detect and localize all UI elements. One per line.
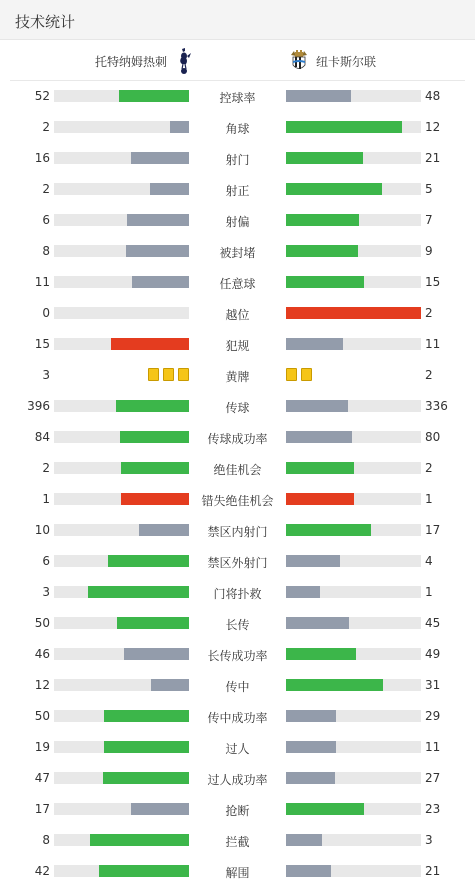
home-stat-bar [54, 834, 189, 846]
home-stat-value: 19 [34, 740, 50, 754]
away-stat-bar-fill [286, 865, 331, 877]
away-stat-bar [286, 834, 421, 846]
away-stat-bar-fill [286, 462, 354, 474]
page-title: 技术统计 [15, 13, 76, 31]
away-stat-bar [286, 152, 421, 164]
away-stat-value: 21 [425, 151, 441, 165]
stat-name: 射偏 [225, 215, 250, 229]
home-stat-bar [54, 152, 189, 164]
home-stat-bar [54, 741, 189, 753]
away-stat-bar-fill [286, 679, 383, 691]
away-stat-bar [286, 307, 421, 319]
home-stat-bar-fill [108, 555, 189, 567]
stat-name: 射门 [225, 153, 250, 167]
home-stat-bar-fill [170, 121, 189, 133]
home-stat-bar-fill [121, 462, 189, 474]
home-stat-bar [54, 245, 189, 257]
home-stat-bar-fill [119, 90, 189, 102]
stat-name: 长传成功率 [207, 649, 268, 663]
home-stat-value: 46 [34, 647, 50, 661]
away-stat-bar [286, 555, 421, 567]
home-stat-value: 8 [42, 833, 50, 847]
home-stat-value: 50 [34, 616, 50, 630]
away-stat-bar-fill [286, 121, 402, 133]
home-stat-bar [54, 648, 189, 660]
away-stat-bar-fill [286, 524, 371, 536]
stat-row [0, 236, 475, 267]
home-stat-value: 6 [42, 213, 50, 227]
stat-row [0, 794, 475, 825]
home-stat-bar-fill [131, 803, 189, 815]
away-stat-value: 7 [425, 213, 433, 227]
home-stat-bar [54, 617, 189, 629]
away-stat-bar-fill [286, 90, 351, 102]
yellow-card-icon [148, 368, 159, 381]
home-stat-bar [54, 462, 189, 474]
home-stat-value: 50 [34, 709, 50, 723]
stat-row [0, 608, 475, 639]
stat-row [0, 143, 475, 174]
home-stat-bar [54, 121, 189, 133]
away-stat-value: 4 [425, 554, 433, 568]
home-stat-value: 84 [34, 430, 50, 444]
stat-row [0, 546, 475, 577]
away-stat-bar-fill [286, 183, 382, 195]
away-stat-bar-fill [286, 772, 335, 784]
away-stat-value: 2 [425, 368, 433, 382]
home-stat-bar-fill [104, 741, 189, 753]
home-stat-value: 396 [27, 399, 50, 413]
stat-name: 被封堵 [219, 246, 256, 260]
stat-name: 任意球 [219, 277, 256, 291]
away-stat-bar [286, 493, 421, 505]
stat-name: 禁区内射门 [207, 525, 268, 539]
title-bar [0, 0, 475, 40]
away-stat-bar [286, 617, 421, 629]
stat-row [0, 329, 475, 360]
away-stat-value: 23 [425, 802, 441, 816]
home-stat-bar-fill [103, 772, 189, 784]
away-stat-value: 21 [425, 864, 441, 878]
yellow-card-icon [178, 368, 189, 381]
stat-row [0, 453, 475, 484]
stat-name: 过人成功率 [207, 773, 268, 787]
home-stat-value: 42 [34, 864, 50, 878]
home-stat-value: 0 [42, 306, 50, 320]
home-stat-bar-fill [88, 586, 189, 598]
stat-row [0, 298, 475, 329]
away-stat-bar [286, 741, 421, 753]
home-stat-value: 8 [42, 244, 50, 258]
away-stat-bar-fill [286, 214, 359, 226]
away-team-name: 纽卡斯尔联 [316, 54, 377, 69]
home-stat-value: 17 [34, 802, 50, 816]
away-stat-bar [286, 648, 421, 660]
stat-row [0, 112, 475, 143]
away-stat-value: 17 [425, 523, 441, 537]
away-stat-bar-fill [286, 648, 356, 660]
home-stat-bar-fill [150, 183, 189, 195]
away-stat-bar-fill [286, 400, 348, 412]
away-stat-value: 45 [425, 616, 441, 630]
away-stat-value: 31 [425, 678, 441, 692]
away-stat-bar-fill [286, 431, 352, 443]
home-yellow-cards [148, 368, 189, 382]
stat-name: 绝佳机会 [213, 463, 262, 477]
home-team[interactable] [95, 41, 195, 81]
home-stat-bar-fill [151, 679, 189, 691]
yellow-card-icon [286, 368, 297, 381]
stat-name: 角球 [225, 122, 250, 136]
home-stat-bar-fill [121, 493, 189, 505]
home-stat-bar [54, 431, 189, 443]
away-stat-value: 27 [425, 771, 441, 785]
stat-name: 拦截 [225, 835, 250, 849]
away-stat-bar [286, 183, 421, 195]
home-team-name: 托特纳姆热刺 [94, 54, 167, 69]
away-stat-bar-fill [286, 741, 336, 753]
home-stat-bar-fill [104, 710, 189, 722]
home-stat-bar [54, 493, 189, 505]
away-stat-value: 3 [425, 833, 433, 847]
away-stat-bar [286, 586, 421, 598]
away-stat-value: 2 [425, 306, 433, 320]
home-stat-bar-fill [131, 152, 189, 164]
home-stat-bar-fill [90, 834, 189, 846]
home-stat-bar-fill [127, 214, 189, 226]
away-stat-bar-fill [286, 834, 322, 846]
stat-name: 犯规 [225, 339, 250, 353]
away-stat-bar-fill [286, 338, 343, 350]
stat-row [0, 205, 475, 236]
away-stat-bar [286, 710, 421, 722]
home-stat-bar [54, 90, 189, 102]
home-stat-bar [54, 338, 189, 350]
home-stat-bar [54, 710, 189, 722]
away-stat-value: 12 [425, 120, 441, 134]
away-stat-value: 29 [425, 709, 441, 723]
stat-row [0, 515, 475, 546]
away-team[interactable] [288, 41, 376, 81]
home-stat-bar-fill [124, 648, 189, 660]
stat-row [0, 825, 475, 856]
home-stat-bar-fill [99, 865, 189, 877]
away-stat-value: 49 [425, 647, 441, 661]
stat-name: 过人 [225, 742, 250, 756]
away-stat-bar [286, 276, 421, 288]
away-stat-bar [286, 679, 421, 691]
home-stat-bar [54, 276, 189, 288]
away-stat-value: 1 [425, 585, 433, 599]
away-stat-value: 9 [425, 244, 433, 258]
stat-name: 抢断 [225, 804, 250, 818]
away-stat-bar-fill [286, 152, 363, 164]
home-stat-bar-fill [116, 400, 189, 412]
home-stat-value: 2 [42, 461, 50, 475]
home-stat-value: 3 [42, 368, 50, 382]
away-stat-bar [286, 245, 421, 257]
home-stat-bar-fill [126, 245, 189, 257]
home-stat-bar-fill [111, 338, 189, 350]
stat-name: 越位 [225, 308, 250, 322]
stat-row [0, 422, 475, 453]
stat-name: 传球成功率 [207, 432, 268, 446]
stat-name: 长传 [225, 618, 250, 632]
away-stat-bar [286, 772, 421, 784]
stat-row [0, 701, 475, 732]
stat-name: 禁区外射门 [207, 556, 268, 570]
away-stat-bar [286, 400, 421, 412]
away-stat-bar-fill [286, 555, 340, 567]
away-stat-value: 2 [425, 461, 433, 475]
away-stat-value: 11 [425, 740, 441, 754]
away-stat-bar-fill [286, 245, 358, 257]
away-yellow-cards [286, 368, 312, 382]
team-header [10, 41, 465, 81]
away-stat-bar-fill [286, 586, 320, 598]
tottenham-cockerel-crest-icon [173, 47, 195, 75]
home-stat-value: 15 [34, 337, 50, 351]
stat-name: 传球 [225, 401, 250, 415]
home-stat-bar-fill [120, 431, 189, 443]
home-stat-bar-fill [117, 617, 189, 629]
away-stat-bar-fill [286, 276, 364, 288]
away-stat-bar [286, 803, 421, 815]
home-stat-bar [54, 307, 189, 319]
away-stat-bar [286, 865, 421, 877]
home-stat-bar [54, 524, 189, 536]
home-stat-bar [54, 865, 189, 877]
home-stat-bar [54, 214, 189, 226]
away-stat-value: 80 [425, 430, 441, 444]
away-stat-value: 15 [425, 275, 441, 289]
stat-name: 控球率 [219, 91, 256, 105]
home-stat-value: 12 [34, 678, 50, 692]
home-stat-bar [54, 400, 189, 412]
home-stat-value: 52 [34, 89, 50, 103]
home-stat-bar [54, 679, 189, 691]
away-stat-bar-fill [286, 617, 349, 629]
stat-row [0, 577, 475, 608]
home-stat-value: 2 [42, 120, 50, 134]
yellow-card-icon [163, 368, 174, 381]
stat-row [0, 732, 475, 763]
home-stat-bar [54, 772, 189, 784]
away-stat-value: 336 [425, 399, 448, 413]
away-stat-bar-fill [286, 493, 354, 505]
yellow-card-icon [301, 368, 312, 381]
stat-row [0, 360, 475, 391]
home-stat-value: 2 [42, 182, 50, 196]
away-stat-bar [286, 338, 421, 350]
stat-row [0, 81, 475, 112]
away-stat-value: 48 [425, 89, 441, 103]
stat-name: 门将扑救 [213, 587, 262, 601]
away-stat-bar [286, 214, 421, 226]
away-stat-bar-fill [286, 307, 421, 319]
home-stat-bar-fill [139, 524, 189, 536]
home-stat-bar [54, 803, 189, 815]
away-stat-bar [286, 431, 421, 443]
stat-name: 传中 [225, 680, 250, 694]
stats-list [0, 81, 475, 887]
home-stat-bar-fill [132, 276, 189, 288]
stat-row [0, 639, 475, 670]
stat-row [0, 484, 475, 515]
home-stat-value: 16 [34, 151, 50, 165]
home-stat-value: 1 [42, 492, 50, 506]
away-stat-value: 5 [425, 182, 433, 196]
stat-row [0, 267, 475, 298]
away-stat-bar-fill [286, 803, 364, 815]
stat-name: 解围 [225, 866, 250, 880]
stat-name: 黄牌 [225, 370, 250, 384]
stat-row [0, 670, 475, 701]
stat-row [0, 391, 475, 422]
stat-name: 错失绝佳机会 [201, 494, 274, 508]
away-stat-value: 11 [425, 337, 441, 351]
stat-row [0, 856, 475, 887]
home-stat-value: 47 [34, 771, 50, 785]
home-stat-value: 3 [42, 585, 50, 599]
stat-row [0, 763, 475, 794]
away-stat-bar [286, 121, 421, 133]
away-stat-bar [286, 90, 421, 102]
stat-name: 射正 [225, 184, 250, 198]
away-stat-bar [286, 524, 421, 536]
home-stat-bar [54, 183, 189, 195]
home-stat-value: 11 [34, 275, 50, 289]
home-stat-value: 10 [34, 523, 50, 537]
newcastle-crest-icon [288, 47, 310, 75]
away-stat-bar [286, 462, 421, 474]
stat-row [0, 174, 475, 205]
home-stat-bar [54, 586, 189, 598]
stat-name: 传中成功率 [207, 711, 268, 725]
home-stat-bar [54, 555, 189, 567]
away-stat-value: 1 [425, 492, 433, 506]
away-stat-bar-fill [286, 710, 336, 722]
home-stat-value: 6 [42, 554, 50, 568]
